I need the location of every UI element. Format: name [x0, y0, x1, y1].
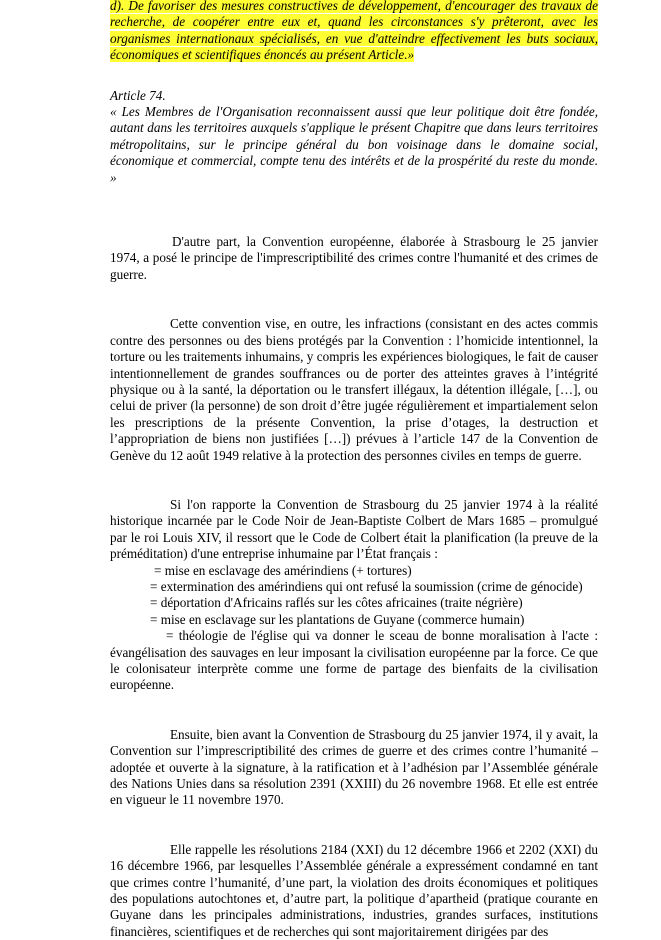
list-item: = mise en esclavage sur les plantations de Guyane (commerce humain) [150, 611, 525, 627]
crimes-list [110, 563, 598, 629]
paragraph-onu-convention: Ensuite, bien avant la Convention de Strasbourg du 25 janvier 1974, il y avait, la Convention sur l’imprescriptibilité des crimes de guerre et des crimes contre l’humanité – adoptée et ouverte à la signature, à la ratification et à l’adhésion par l’Assemblée générale des Nations Unies dans sa résolution 2391 (XXIII) du 26 novembre 1968. Et elle est entrée en vigueur le 11 novembre 1970. [110, 726, 598, 808]
article-body: « Les Membres de l'Organisation reconnaissent aussi que leur politique doit être fondée, autant dans les territoires auxquels s'applique le présent Chapitre que dans leurs territoires métropolitains, sur le principe général du bon voisinage dans le domaine social, économique et commercial, compte tenu des intérêts et de la prospérité du reste du monde. » [110, 104, 598, 185]
paragraph-infractions: Cette convention vise, en outre, les infractions (consistant en des actes commis contre des personnes ou des biens protégés par la Convention : l’homicide intentionnel, la torture ou les traitements inhumains, y compris les expériences biologiques, le fait de causer intentionnellement de grandes souffrances ou de porter des atteintes graves à l’intégrité physique ou à la santé, la déportation ou le transfert illégaux, la détention illégale, […], ou celui de priver (la personne) de son droit d’être jugée régulièrement et impartialement selon les prescriptions de la présente Convention, la prise d’otages, la destruction et l’appropriation de biens non justifiées […]) prévues à l’article 147 de la Convention de Genève du 12 août 1949 relative à la protection des personnes civiles en temps de guerre. [110, 316, 598, 463]
highlight-mark: d). De favoriser des mesures constructives de développement, d'encourager des travaux de recherche, de coopérer entre eux et, quand les circonstances s'y prêteront, avec les organismes internationaux spécialisés, en vue d'atteindre effectivement les buts sociaux, économiques et scientifiques énoncés au présent Article.» [110, 0, 598, 63]
paragraph-resolutions: Elle rappelle les résolutions 2184 (XXI) du 12 décembre 1966 et 2202 (XXI) du 16 décembre 1966, par lesquelles l’Assemblée générale a expressément condamné en tant que crimes contre l’humanité, d’une part, la violation des droits économiques et politiques des populations autochtones et, d’autre part, la politique d’apartheid (pratique courante en Guyane dans les principales administrations, industries, grandes surfaces, institutions financières, scientifiques et de recherches qui sont majoritairement dirigées par des [110, 841, 598, 939]
paragraph-convention-europeenne: D'autre part, la Convention européenne, élaborée à Strasbourg le 25 janvier 1974, a posé le principe de l'imprescriptibilité des crimes contre l'humanité et des crimes de guerre. [110, 234, 598, 282]
paragraph-code-noir: Si l'on rapporte la Convention de Strasbourg du 25 janvier 1974 à la réalité historique incarnée par le Code Noir de Jean-Baptiste Colbert de Mars 1685 – promulgué par le roi Louis XIV, il ressort que le Code de Colbert était la planification (la preuve de la préméditation) d'une entreprise inhumaine par l’État français : [110, 496, 598, 562]
article-title: Article 74. [110, 87, 166, 103]
list-item: = déportation d'Africains raflés sur les côtes africaines (traite négrière) [150, 595, 523, 611]
list-item: = extermination des amérindiens qui ont refusé la soumission (crime de génocide) [150, 578, 583, 594]
list-item: = mise en esclavage des amérindiens (+ tortures) [154, 562, 412, 578]
document-page [110, 0, 598, 940]
highlighted-quote [110, 0, 598, 64]
paragraph-theologie: = théologie de l'église qui va donner le sceau de bonne moralisation à l'acte : évangélisation des sauvages en leur imposant la civilisation européenne par la force. Ce que le colonisateur interprète comme une forme de partage des bienfaits de la civilisation européenne. [110, 628, 598, 693]
